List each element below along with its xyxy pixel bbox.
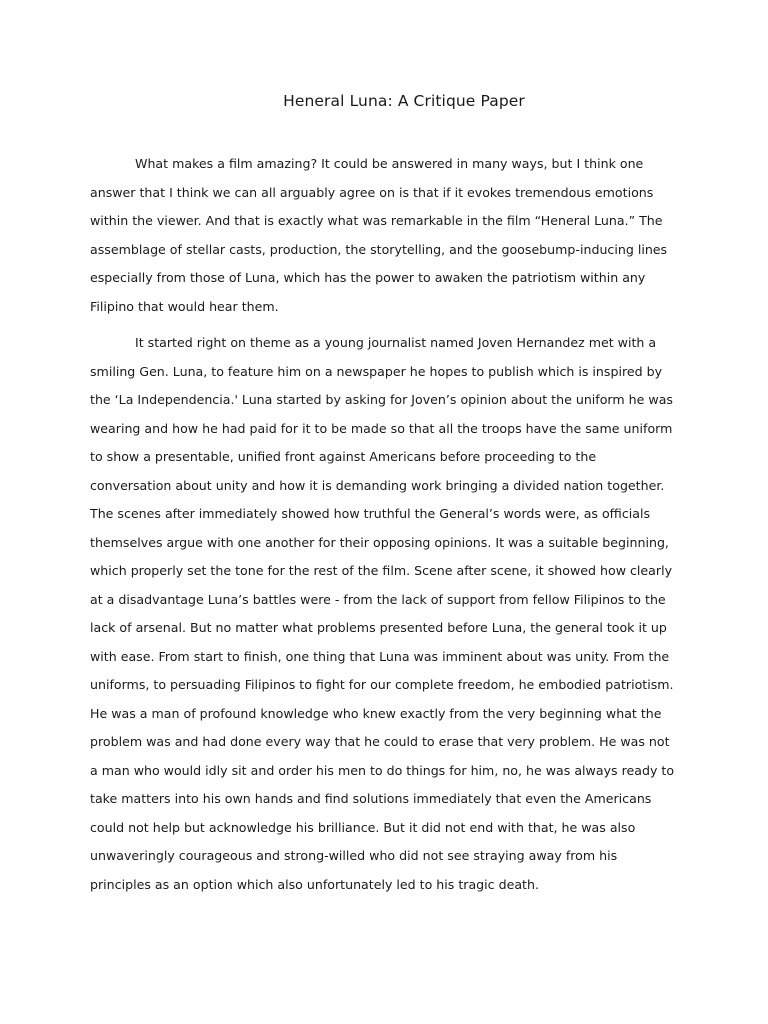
paragraph-critique: It started right on theme as a young journalist named Joven Hernandez met with a smiling Gen. Luna, to feature him on a newspaper he hopes to publish which is inspired by the ‘La Independencia.' Luna started by asking for Joven’s opinion about the uniform he was wearing and how he had paid for it to be made so that all the troops have the same uniform to show a presentable, unified front against Americans before proceeding to the conversation about unity and how it is demanding work bringing a divided nation together. The scenes after immediately showed how truthful the General’s words were, as officials themselves argue with one another for their opposing opinions. It was a suitable beginning, which properly set the tone for the rest of the film. Scene after scene, it showed how clearly at a disadvantage Luna’s battles were - from the lack of support from fellow Filipinos to the lack of arsenal. But no matter what problems presented before Luna, the general took it up with ease. From start to finish, one thing that Luna was imminent about was unity. From the uniforms, to persuading Filipinos to fight for our complete freedom, he embodied patriotism. He was a man of profound knowledge who knew exactly from the very beginning what the problem was and had done every way that he could to erase that very problem. He was not a man who would idly sit and order his men to do things for him, no, he was always ready to take matters into his own hands and find solutions immediately that even the Americans could not help but acknowledge his brilliance. But it did not end with that, he was also unwaveringly courageous and strong-willed who did not see straying away from his principles as an option which also unfortunately led to his tragic death. [90, 335, 675, 892]
document-title: Heneral Luna: A Critique Paper [283, 92, 525, 110]
paragraph-intro: What makes a film amazing? It could be answered in many ways, but I think one answer that I think we can all arguably agree on is that if it evokes tremendous emotions within the viewer. And that is exactly what was remarkable in the film “Heneral Luna.” The assemblage of stellar casts, production, the storytelling, and the goosebump-inducing lines especially from those of Luna, which has the power to awaken the patriotism within any Filipino that would hear them. [90, 156, 668, 314]
document-body [90, 150, 680, 907]
